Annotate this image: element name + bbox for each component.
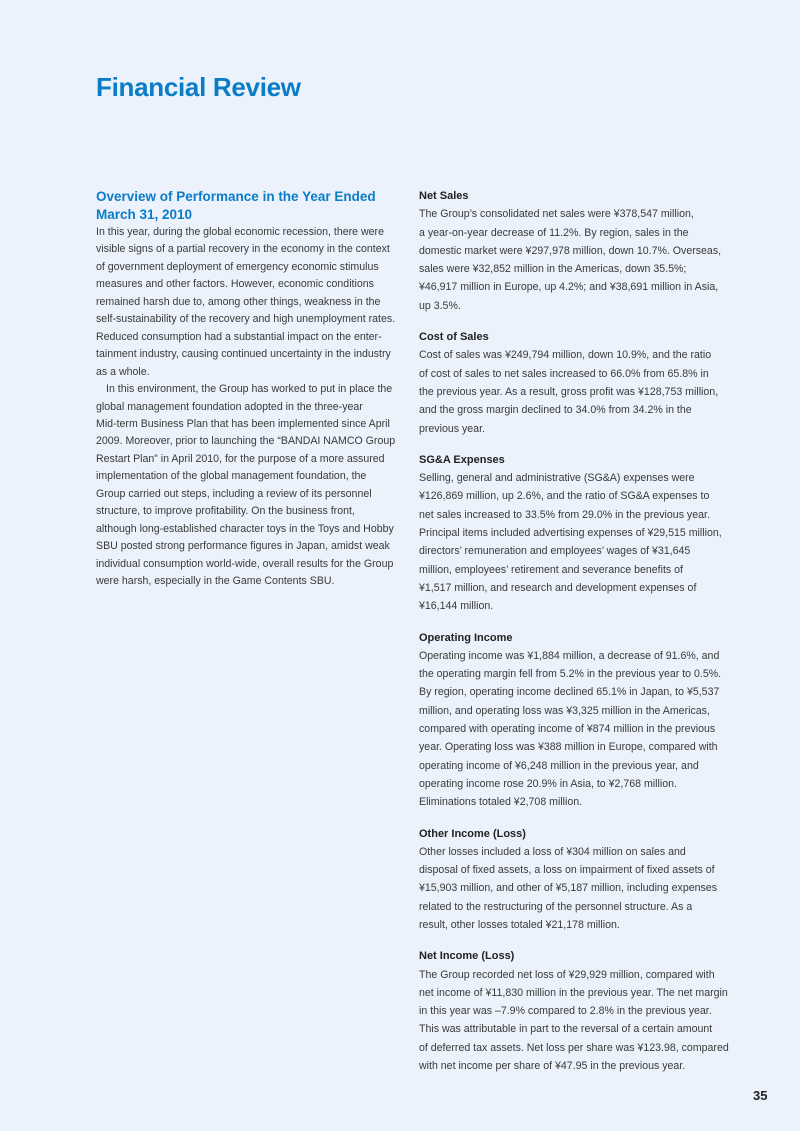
overview-paragraph-2 <box>96 381 406 590</box>
section-paragraph <box>419 205 739 315</box>
text-line: Principal items included advertising expenses of ¥29,515 million, <box>419 527 722 540</box>
text-line: Selling, general and administrative (SG&A) expenses were <box>419 472 695 485</box>
text-line: Group carried out steps, including a review of its personnel <box>96 487 372 500</box>
text-line: visible signs of a partial recovery in the economy in the context <box>96 243 390 256</box>
text-line: ¥126,869 million, up 2.6%, and the ratio of SG&A expenses to <box>419 490 710 503</box>
text-line: although long-established character toys in the Toys and Hobby <box>96 522 394 535</box>
text-line: result, other losses totaled ¥21,178 million. <box>419 918 620 931</box>
text-line: of government deployment of emergency economic stimulus <box>96 260 379 273</box>
text-line: the previous year. As a result, gross profit was ¥128,753 million, <box>419 385 719 398</box>
text-line: directors’ remuneration and employees’ wages of ¥31,645 <box>419 545 691 558</box>
text-line: structure, to improve profitability. On the business front, <box>96 505 355 518</box>
text-line: This was attributable in part to the reversal of a certain amount <box>419 1023 713 1036</box>
section-paragraph <box>419 647 739 812</box>
text-line: the operating margin fell from 5.2% in the previous year to 0.5%. <box>419 668 722 681</box>
text-line: year. Operating loss was ¥388 million in Europe, compared with <box>419 741 718 754</box>
overview-heading <box>96 188 406 224</box>
text-line: Eliminations totaled ¥2,708 million. <box>419 796 583 809</box>
text-line: of cost of sales to net sales increased to 66.0% from 65.8% in <box>419 367 709 380</box>
text-line: operating income of ¥6,248 million in the previous year, and <box>419 759 699 772</box>
text-line: up 3.5%. <box>419 299 461 312</box>
text-line: By region, operating income declined 65.1% in Japan, to ¥5,537 <box>419 686 720 699</box>
section-heading: SG&A Expenses <box>419 453 505 466</box>
text-line: related to the restructuring of the personnel structure. As a <box>419 900 693 913</box>
text-line: individual consumption world-wide, overall results for the Group <box>96 557 394 570</box>
overview-column <box>96 188 406 591</box>
text-line: domestic market were ¥297,978 million, down 10.7%. Overseas, <box>419 244 722 257</box>
text-line: in this year was –7.9% compared to 2.8% in the previous year. <box>419 1005 712 1018</box>
text-line: SBU posted strong performance figures in Japan, amidst weak <box>96 540 390 553</box>
section <box>419 451 739 616</box>
text-line: tainment industry, causing continued uncertainty in the industry <box>96 348 391 361</box>
section <box>419 328 739 438</box>
text-line: The Group recorded net loss of ¥29,929 million, compared with <box>419 968 715 981</box>
text-line: operating income rose 20.9% in Asia, to ¥2,768 million. <box>419 777 677 790</box>
text-line: remained harsh due to, among other things, weakness in the <box>96 295 381 308</box>
heading-line: March 31, 2010 <box>96 207 193 222</box>
text-line: net sales increased to 33.5% from 29.0% in the previous year. <box>419 508 710 521</box>
section-paragraph <box>419 346 739 437</box>
page-title: Financial Review <box>96 72 301 102</box>
text-line: In this environment, the Group has worked to put in place the <box>106 383 393 396</box>
text-line: In this year, during the global economic recession, there were <box>96 226 384 238</box>
text-line: as a whole. <box>96 365 150 378</box>
text-line: Restart Plan” in April 2010, for the purpose of a more assured <box>96 452 385 465</box>
text-line: ¥15,903 million, and other of ¥5,187 million, including expenses <box>419 882 717 895</box>
text-line: million, and operating loss was ¥3,325 million in the Americas, <box>419 704 710 717</box>
text-line: a year-on-year decrease of 11.2%. By region, sales in the <box>419 226 689 239</box>
text-line: Other losses included a loss of ¥304 million on sales and <box>419 845 686 858</box>
section <box>419 947 739 1075</box>
text-line: million, employees’ retirement and severance benefits of <box>419 563 683 576</box>
sections-column <box>419 187 739 1088</box>
text-line: Operating income was ¥1,884 million, a decrease of 91.6%, and <box>419 649 720 662</box>
section <box>419 187 739 315</box>
section-heading: Cost of Sales <box>419 331 489 344</box>
text-line: implementation of the global management foundation, the <box>96 470 367 483</box>
text-line: global management foundation adopted in the three-year <box>96 400 363 413</box>
section-paragraph <box>419 469 739 615</box>
text-line: ¥46,917 million in Europe, up 4.2%; and ¥38,691 million in Asia, <box>419 281 719 294</box>
section-heading: Net Sales <box>419 190 469 202</box>
text-line: Cost of sales was ¥249,794 million, down 10.9%, and the ratio <box>419 349 712 362</box>
section <box>419 825 739 935</box>
text-line: ¥1,517 million, and research and development expenses of <box>419 581 697 594</box>
text-line: disposal of fixed assets, a loss on impairment of fixed assets of <box>419 864 715 877</box>
text-line: compared with operating income of ¥874 million in the previous <box>419 723 716 736</box>
section <box>419 629 739 812</box>
text-line: were harsh, especially in the Game Contents SBU. <box>96 575 335 588</box>
text-line: self-sustainability of the recovery and high unemployment rates. <box>96 313 396 326</box>
text-line: of deferred tax assets. Net loss per share was ¥123.98, compared <box>419 1041 729 1054</box>
overview-paragraph-1 <box>96 224 406 381</box>
section-heading: Operating Income <box>419 631 513 644</box>
text-line: Mid-term Business Plan that has been implemented since April <box>96 417 390 430</box>
page-number: 35 <box>753 1088 768 1103</box>
section-paragraph <box>419 966 739 1076</box>
text-line: net income of ¥11,830 million in the previous year. The net margin <box>419 986 728 999</box>
text-line: The Group’s consolidated net sales were ¥378,547 million, <box>419 208 694 221</box>
section-heading: Net Income (Loss) <box>419 950 515 963</box>
text-line: 2009. Moreover, prior to launching the “BANDAI NAMCO Group <box>96 435 396 448</box>
text-line: with net income per share of ¥47.95 in the previous year. <box>419 1060 686 1073</box>
text-line: and the gross margin declined to 34.0% from 34.2% in the <box>419 404 692 417</box>
text-line: measures and other factors. However, economic conditions <box>96 278 374 291</box>
text-line: sales were ¥32,852 million in the Americas, down 35.5%; <box>419 263 687 276</box>
text-line: Reduced consumption had a substantial impact on the enter- <box>96 330 382 343</box>
text-line: previous year. <box>419 422 485 435</box>
section-heading: Other Income (Loss) <box>419 827 526 840</box>
heading-line: Overview of Performance in the Year Ended <box>96 189 376 204</box>
text-line: ¥16,144 million. <box>419 600 494 613</box>
section-paragraph <box>419 843 739 934</box>
